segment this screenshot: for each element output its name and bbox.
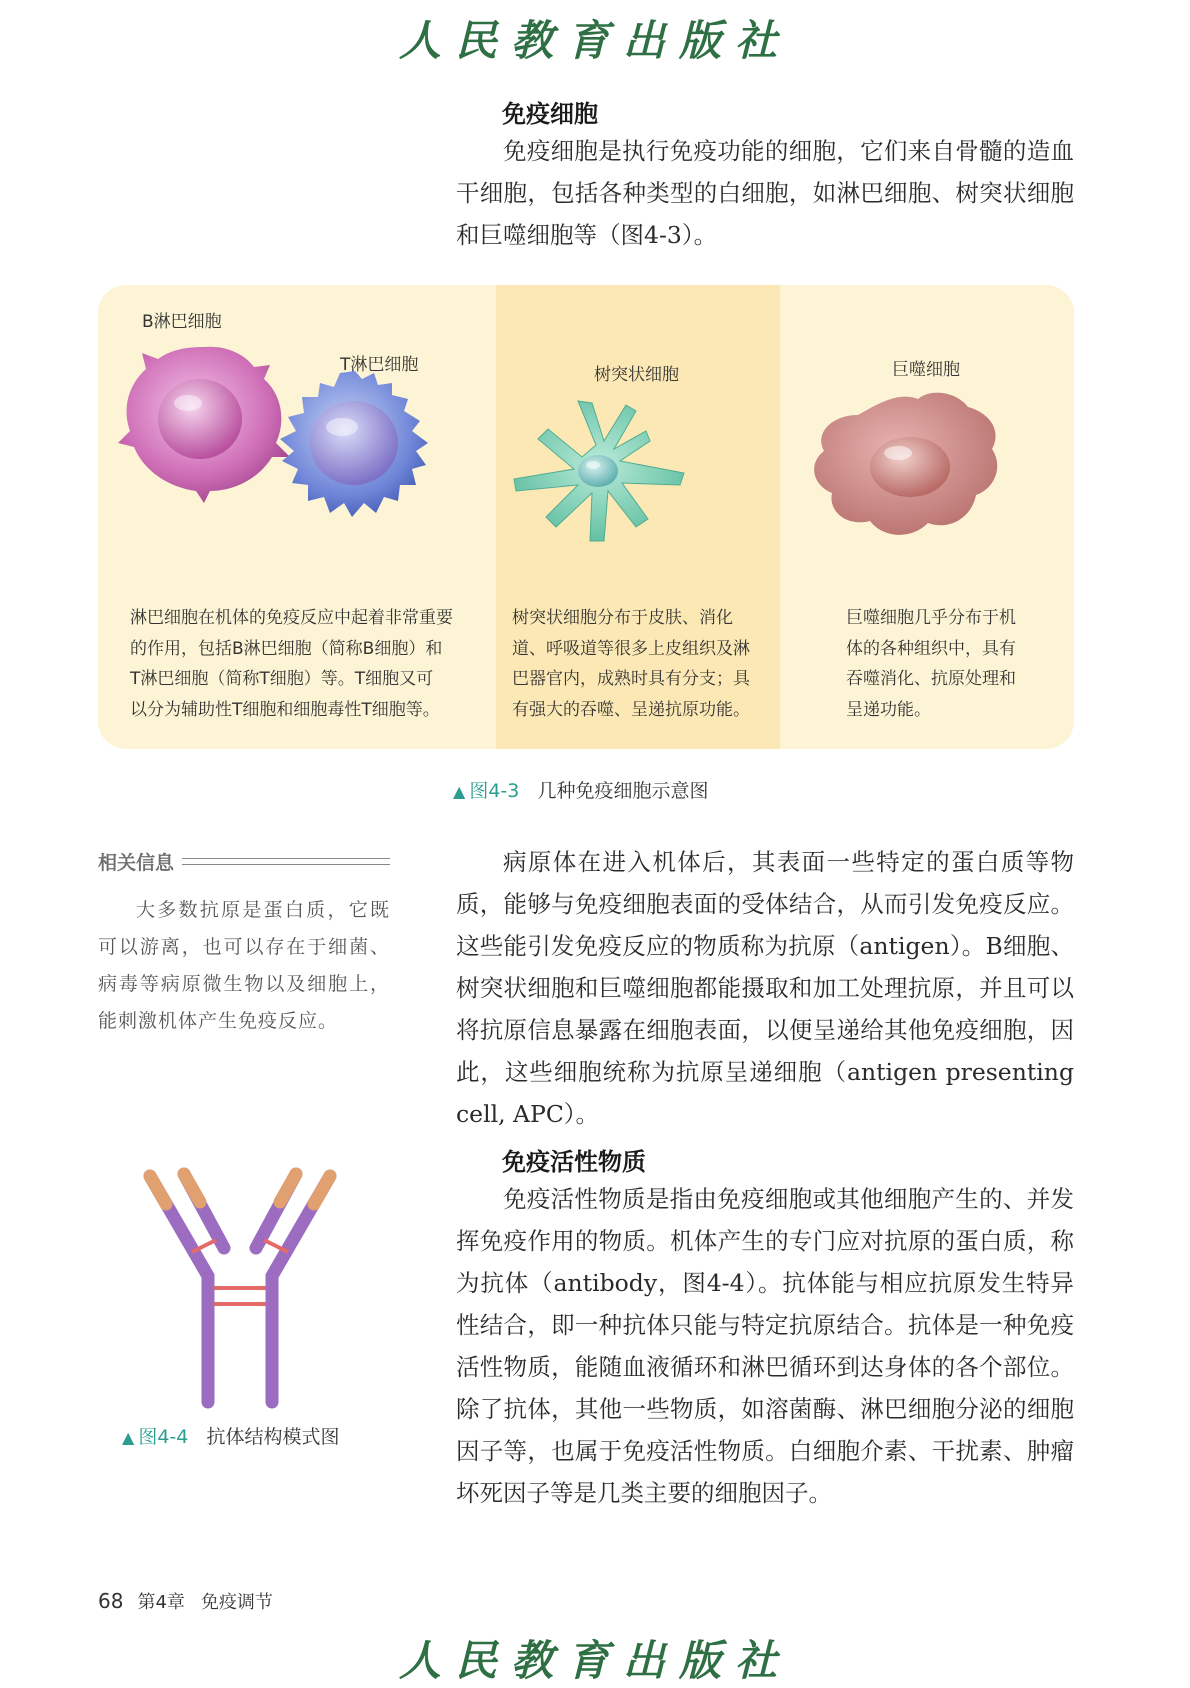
figure-number: 图4-4 <box>138 1426 189 1448</box>
masthead-top: 人民教育出版社 <box>398 16 791 65</box>
figure-4-4-caption <box>122 1422 340 1449</box>
description-line: 道、呼吸道等很多上皮组织及淋 <box>512 638 750 659</box>
description-lymphocyte <box>130 603 485 725</box>
section1-text: 免疫细胞是执行免疫功能的细胞，它们来自骨髓的造血干细胞，包括各种类型的白细胞，如淋巴细胞、树突状细胞和巨噬细胞等（图4-3）。 <box>456 137 1074 249</box>
chapter-title: 免疫调节 <box>200 1592 273 1613</box>
masthead-bottom: 人民教育出版社 <box>398 1636 791 1685</box>
description-line: 以分为辅助性T细胞和细胞毒性T细胞等。 <box>130 699 440 720</box>
dendritic-cell-illustration <box>508 395 688 545</box>
sidebar-heading <box>98 848 390 875</box>
description-line: 体的各种组织中，具有 <box>846 638 1016 659</box>
description-line: T淋巴细胞（简称T细胞）等。T细胞又可 <box>130 669 434 689</box>
description-line: 淋巴细胞在机体的免疫反应中起着非常重要 <box>130 608 453 628</box>
sidebar-heading-label: 相关信息 <box>98 852 175 874</box>
label-dendritic-cell: 树突状细胞 <box>594 365 679 385</box>
description-line: 呈递功能。 <box>846 699 931 720</box>
description-line: 有强大的吞噬、呈递抗原功能。 <box>512 699 750 720</box>
figure-number: 图4-3 <box>469 780 520 802</box>
sidebar-heading-rule <box>182 858 390 865</box>
sidebar-paragraph: 大多数抗原是蛋白质，它既可以游离，也可以存在于细菌、病毒等病原微生物以及细胞上，能刺激机体产生免疫反应。 <box>98 899 390 1032</box>
antigen-text: 病原体在进入机体后，其表面一些特定的蛋白质等物质，能够与免疫细胞表面的受体结合，从而引发免疫反应。这些能引发免疫反应的物质称为抗原（antigen）。B细胞、树突状细胞和巨噬细胞都能摄取和加工处理抗原，并且可以将抗原信息暴露在细胞表面，以便呈递给其他免疫细胞，因此，这些细胞统称为抗原呈递细胞（antigen presenting cell, APC）。 <box>456 848 1074 1128</box>
label-b-cell: B淋巴细胞 <box>142 312 222 332</box>
section1-paragraph <box>456 130 1074 256</box>
b-cell-illustration <box>114 335 292 505</box>
caption-triangle-icon: ▲ <box>453 782 466 801</box>
macrophage-illustration <box>806 385 1006 545</box>
description-line: 巴器官内，成熟时具有分支；具 <box>512 669 750 689</box>
antigen-paragraph <box>456 841 1074 1135</box>
figure-caption-text: 抗体结构模式图 <box>206 1426 340 1448</box>
figure-4-3-caption <box>453 776 709 803</box>
description-line: 吞噬消化、抗原处理和 <box>846 669 1016 689</box>
label-macrophage: 巨噬细胞 <box>892 360 960 380</box>
description-line: 树突状细胞分布于皮肤、消化 <box>512 608 733 628</box>
description-line: 的作用，包括B淋巴细胞（简称B细胞）和 <box>130 638 443 659</box>
sidebar-text <box>98 892 390 1040</box>
label-t-cell: T淋巴细胞 <box>340 355 419 375</box>
section-title-immune-active-substances: 免疫活性物质 <box>502 1148 646 1176</box>
section2-text: 免疫活性物质是指由免疫细胞或其他细胞产生的、并发挥免疫作用的物质。机体产生的专门应对抗原的蛋白质，称为抗体（antibody，图4-4）。抗体能与相应抗原发生特异性结合，即一种抗体只能与特定抗原结合。抗体是一种免疫活性物质，能随血液循环和淋巴循环到达身体的各个部位。除了抗体，其他一些物质，如溶菌酶、淋巴细胞分泌的细胞因子等，也属于免疫活性物质。白细胞介素、干扰素、肿瘤坏死因子等是几类主要的细胞因子。 <box>456 1185 1074 1507</box>
page-footer <box>98 1588 273 1614</box>
figure-caption-text: 几种免疫细胞示意图 <box>537 780 709 802</box>
description-dendritic <box>512 603 772 725</box>
section-title-immune-cells: 免疫细胞 <box>502 100 598 128</box>
caption-triangle-icon: ▲ <box>122 1428 135 1447</box>
description-line: 巨噬细胞几乎分布于机 <box>846 608 1016 628</box>
page-number: 68 <box>98 1589 124 1613</box>
t-cell-illustration <box>270 365 440 525</box>
chapter-number: 第4章 <box>137 1592 185 1613</box>
section2-paragraph <box>456 1178 1074 1514</box>
description-macrophage <box>846 603 1046 725</box>
figure-4-3-panel <box>98 285 1074 749</box>
antibody-structure-illustration <box>120 1166 360 1412</box>
